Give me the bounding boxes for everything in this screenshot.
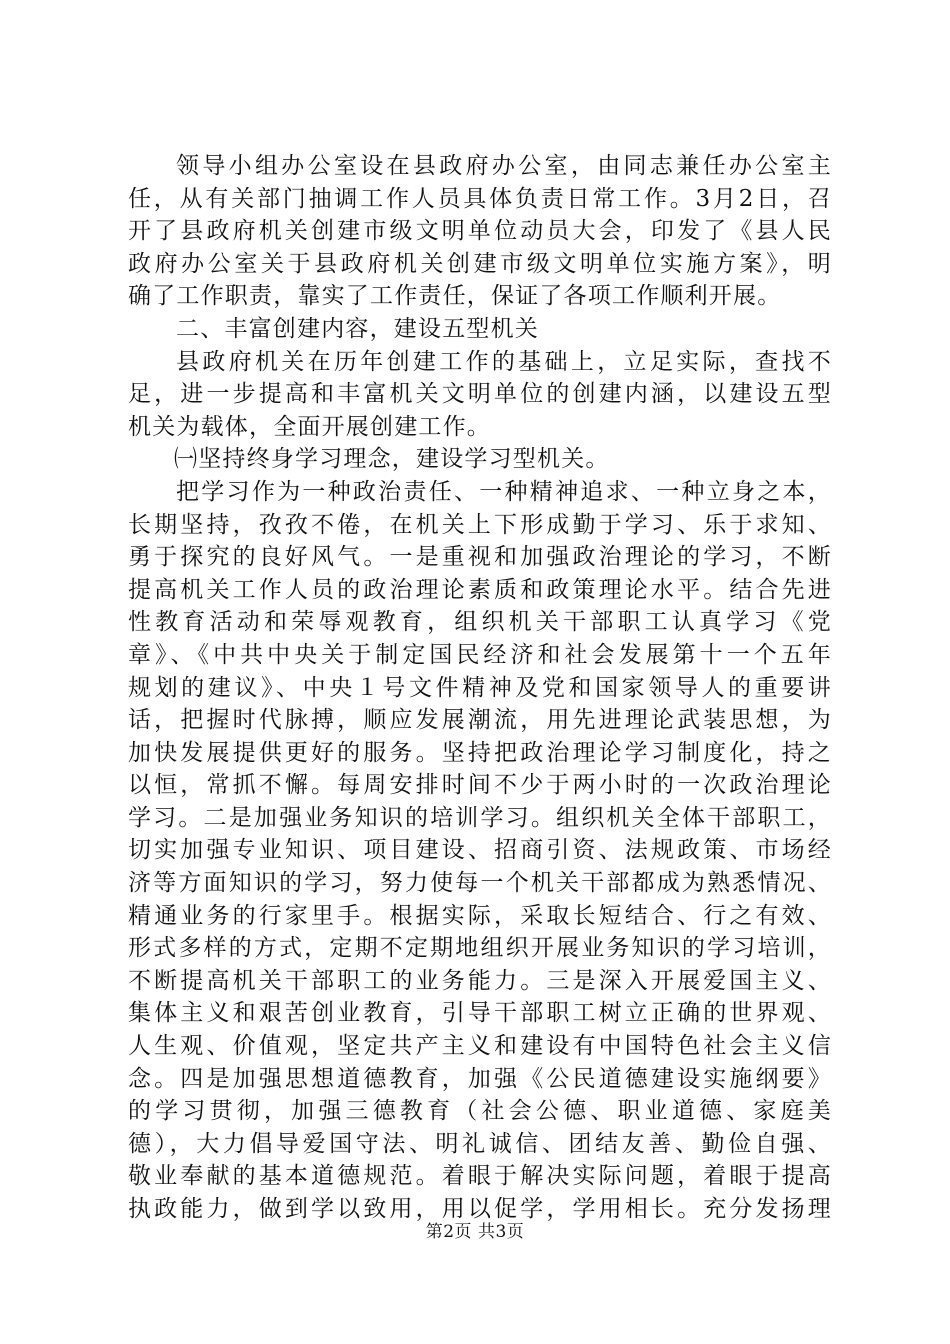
text-line: 以恒，常抓不懈。每周安排时间不少于两小时的一次政治理论 [128,772,832,799]
page-number-footer: 第2页 共3页 [425,1222,525,1242]
document-body [128,150,832,1226]
text-line: 集体主义和艰苦创业教育，引导干部职工树立正确的世界观、 [128,1000,832,1027]
text-line: 形式多样的方式，定期不定期地组织开展业务知识的学习培训， [128,935,832,962]
text-line: 勇于探究的良好风气。一是重视和加强政治理论的学习，不断 [128,544,832,571]
text-line: 任，从有关部门抽调工作人员具体负责日常工作。3月2日，召 [128,185,832,212]
text-line: 济等方面知识的学习，努力使每一个机关干部都成为熟悉情况、 [128,870,832,897]
text-line: 政府办公室关于县政府机关创建市级文明单位实施方案》，明 [128,250,832,277]
text-line: 确了工作职责，靠实了工作责任，保证了各项工作顺利开展。 [128,283,782,310]
text-line: 德），大力倡导爱国守法、明礼诚信、团结友善、勤俭自强、 [128,1130,832,1157]
text-line: 学习。二是加强业务知识的培训学习。组织机关全体干部职工， [128,804,832,831]
text-line: 话，把握时代脉搏，顺应发展潮流，用先进理论武装思想，为 [128,707,832,734]
text-line: 精通业务的行家里手。根据实际，采取长短结合、行之有效、 [128,902,832,929]
text-line: 开了县政府机关创建市级文明单位动员大会，印发了《县人民 [128,218,832,245]
text-line: 性教育活动和荣辱观教育，组织机关干部职工认真学习《党 [128,609,832,636]
text-line: 加快发展提供更好的服务。坚持把政治理论学习制度化，持之 [128,739,832,766]
text-line: 机关为载体，全面开展创建工作。 [128,413,491,440]
text-line: 把学习作为一种政治责任、一种精神追求、一种立身之本， [176,478,832,505]
text-line: 敬业奉献的基本道德规范。着眼于解决实际问题，着眼于提高 [128,1163,832,1190]
text-line: 足，进一步提高和丰富机关文明单位的创建内涵，以建设五型 [128,381,832,408]
section-heading: 二、丰富创建内容，建设五型机关 [176,315,539,342]
text-line: 人生观、价值观，坚定共产主义和建设有中国特色社会主义信 [128,1033,832,1060]
text-line: 的学习贯彻，加强三德教育（社会公德、职业道德、家庭美 [128,1098,832,1125]
text-line: 提高机关工作人员的政治理论素质和政策理论水平。结合先进 [128,576,832,603]
text-line: 章》、《中共中央关于制定国民经济和社会发展第十一个五年 [128,641,832,668]
text-line: 长期坚持，孜孜不倦，在机关上下形成勤于学习、乐于求知、 [128,511,832,538]
text-line: 执政能力，做到学以致用，用以促学，学用相长。充分发扬理 [128,1196,832,1222]
text-line: 领导小组办公室设在县政府办公室，由同志兼任办公室主 [176,153,832,179]
text-line: 念。四是加强思想道德教育，加强《公民道德建设实施纲要》 [128,1065,832,1092]
text-line: 切实加强专业知识、项目建设、招商引资、法规政策、市场经 [128,837,832,864]
subsection-heading: ㈠坚持终身学习理念，建设学习型机关。 [174,446,610,473]
text-line: 不断提高机关干部职工的业务能力。三是深入开展爱国主义、 [128,967,832,994]
text-line: 规划的建议》、中央１号文件精神及党和国家领导人的重要讲 [128,674,832,701]
text-line: 县政府机关在历年创建工作的基础上，立足实际，查找不 [176,348,832,375]
